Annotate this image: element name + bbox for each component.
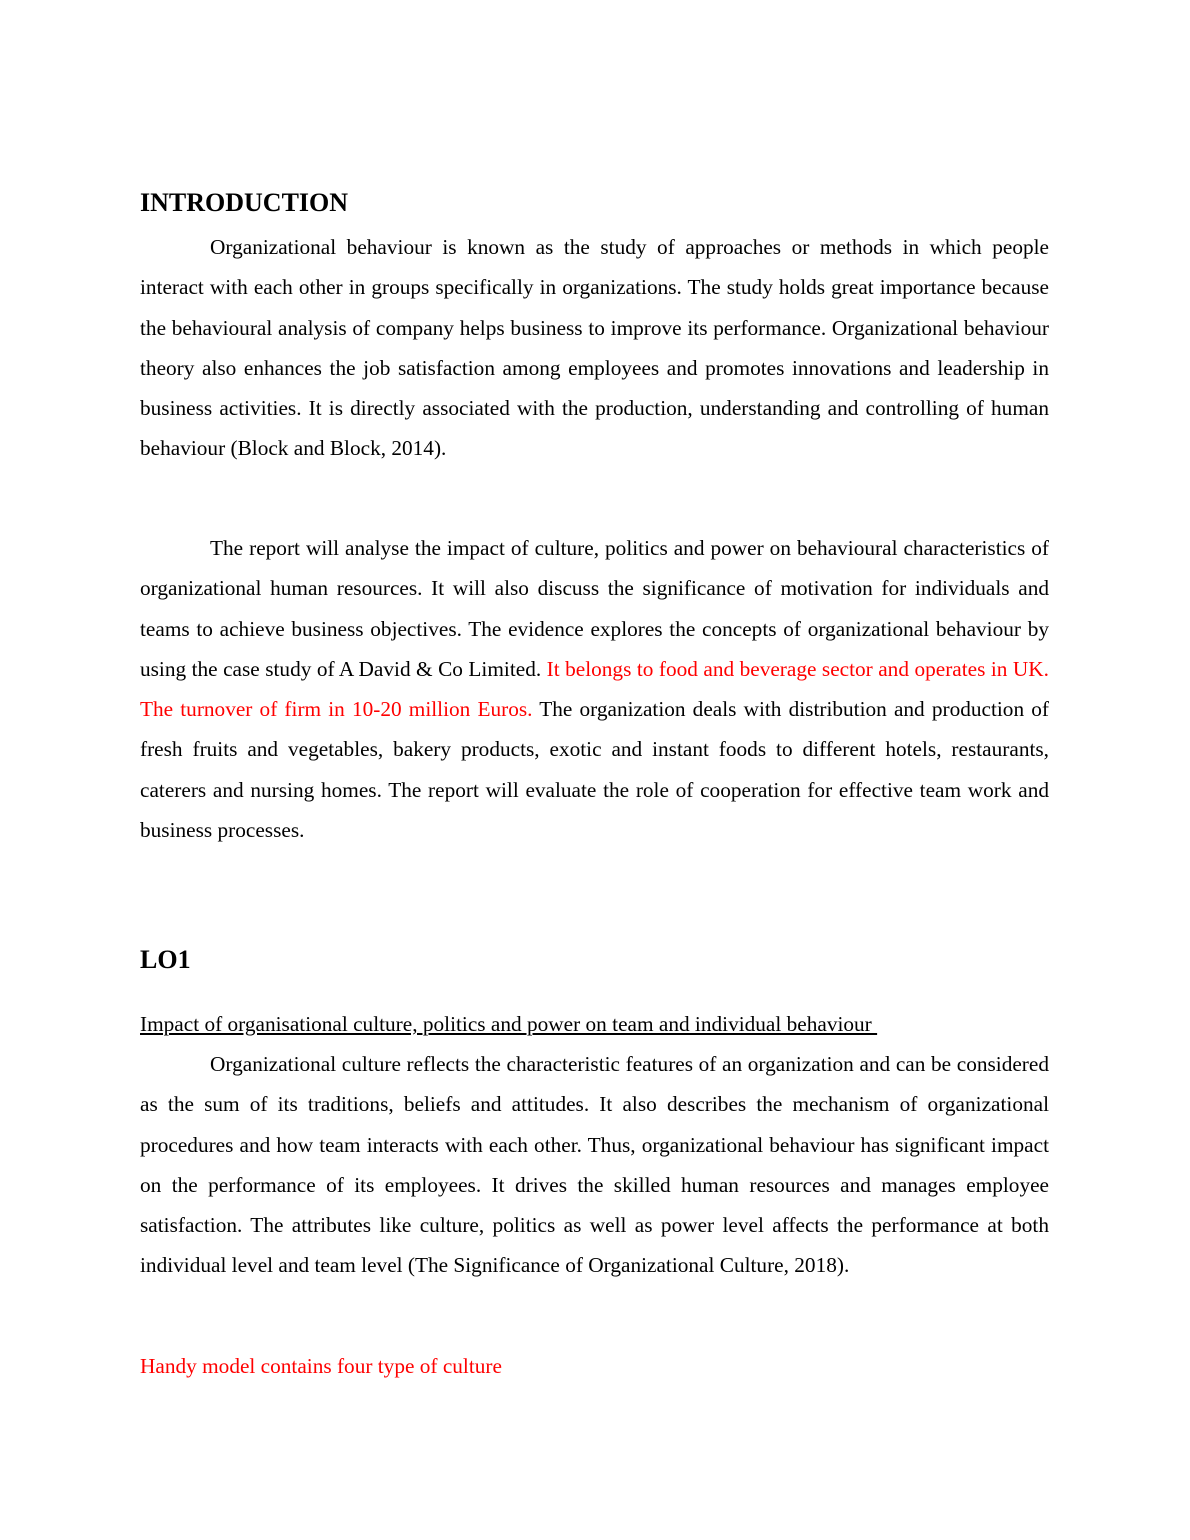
handy-model-note: Handy model contains four type of culture <box>140 1354 502 1378</box>
lo1-heading: LO1 <box>140 945 191 974</box>
paragraph-text: The report will analyse the impact of culture, politics and power on behavioural characteristics of organizational human resources. It will also discuss the significance of motivation for individuals and teams to achieve business objectives. The evidence explores the concepts of organizational behaviour by using the case study of A David & Co Limited. <box>140 536 1049 681</box>
introduction-paragraph-1: Organizational behaviour is known as the study of approaches or methods in which people interact with each other in groups specifically in organizations. The study holds great importance because the behavioural analysis of company helps business to improve its performance. Organizational behaviour theory also enhances the job satisfaction among employees and promotes innovations and leadership in business activities. It is directly associated with the production, understanding and controlling of human behaviour (Block and Block, 2014). <box>140 235 1049 461</box>
lo1-paragraph-1: Organizational culture reflects the characteristic features of an organization and can be considered as the sum of its traditions, beliefs and attitudes. It also describes the mechanism of organizational procedures and how team interacts with each other. Thus, organizational behaviour has significant impact on the performance of its employees. It drives the skilled human resources and manages employee satisfaction. The attributes like culture, politics as well as power level affects the performance at both individual level and team level (The Significance of Organizational Culture, 2018). <box>140 1052 1049 1278</box>
highlighted-company-info: It belongs to food and beverage sector and operates in UK. The turnover of firm in 10-20 million Euros. <box>140 656 1049 722</box>
paragraph-text-continued: The organization deals with distribution and production of fresh fruits and vegetables, bakery products, exotic and instant foods to different hotels, restaurants, caterers and nursing homes. The report will evaluate the role of cooperation for effective team work and business processes. <box>140 697 1049 843</box>
introduction-paragraph-2 <box>140 528 1049 850</box>
introduction-heading: INTRODUCTION <box>140 188 349 217</box>
lo1-subheading: Impact of organisational culture, politics and power on team and individual behaviour <box>140 1012 878 1036</box>
